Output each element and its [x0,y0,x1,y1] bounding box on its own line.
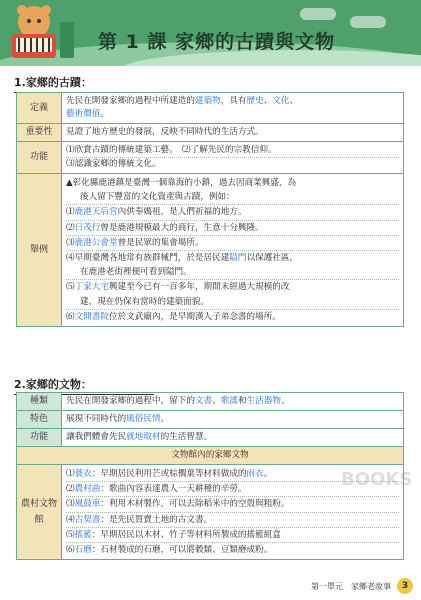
row-label: 農村文物館 [17,465,62,560]
importance-cell: 見證了地方歷史的發展，反映不同時代的生活方式。 [62,124,404,142]
table-row [17,124,404,142]
table-row [17,447,404,465]
row-label: 定義 [17,93,62,124]
examples-cell: ▲彰化縣鹿港鎮是臺灣一個靠海的小鎮，過去因商業興盛，為 後人留下豐富的文化資產與古蹟，例如： ⑴鹿港天后宮內供奉媽祖，是人們祈福的地方。 ⑵日茂行曾是鹿港規模最大的商行，生意十分興隆。 ⑶鹿港公會堂曾是民眾的集會場所。 ⑷早期臺灣各地常有族群械鬥，於是居民建隘門以保護社區， 在鹿港老街裡便可看到隘門。 ⑸丁家大宅興建至今已有一百多年，期間未經過大規模的改 建，現在仍保有當時的建築面貌。 ⑹文開書院位於文武廟內，是早期漢人子弟念書的場所。 [62,174,404,327]
watermark: BOOKS [341,469,413,490]
row-label: 舉例 [17,174,62,327]
function-cell: 讓我們體會先民就地取材的生活智慧。 [62,429,404,447]
type-cell: 先民在開發家鄉的過程中，留下的文書、歌謠和生活器物。 [62,393,404,411]
table-row [17,142,404,174]
museum-subheader: 文物館內的家鄉文物 [17,447,404,465]
mascot-accordion-icon [4,2,78,62]
row-label: 重要性 [17,124,62,142]
unit-label: 第一單元 家鄉老故事 [311,581,391,591]
page-number: 3 [397,578,413,594]
page-footer [311,578,413,594]
definition-cell: 先民在開發家鄉的過程中所建造的建築物，具有歷史、文化、 藝術價值。 [62,93,404,124]
sites-table [16,92,404,327]
feature-cell: 展現不同時代的風俗民情。 [62,411,404,429]
table-row [17,411,404,429]
row-label: 功能 [17,429,62,447]
page-title: 第 1 課 家鄉的古蹟與文物 [98,31,336,53]
cloud-icon [300,8,336,20]
row-label: 功能 [17,142,62,174]
row-label: 種類 [17,393,62,411]
table-row [17,429,404,447]
function-cell: ⑴欣賞古蹟的傳統建築工藝。 ⑵了解先民的宗教信仰。 ⑶認識家鄉的傳統文化。 [62,142,404,174]
section-heading-relics: 2.家鄉的文物： [14,378,92,391]
table-row [17,174,404,327]
header-banner [0,0,421,66]
section-heading-sites: 1.家鄉的古蹟： [14,76,92,89]
museum-items-cell: ⑴蓑衣：早期居民利用芒或棕櫚葉等材料做成的雨衣。 ⑵農村曲：歌曲內容表達農人一天耕種的辛勞。 ⑶風鼓車：利用木材製作，可以去除稻米中的空殼與粗粉。 ⑷古契書：是先民買賣土地的古文書。 ⑸搖籃：早期居民以木材、竹子等材料所製成的搖籃組盒 ⑹石磨：石材製成的石磨，可以將穀類、豆類磨成粉。 [62,465,404,560]
table-row [17,393,404,411]
row-label: 特色 [17,411,62,429]
cloud-icon [350,16,386,28]
table-row [17,93,404,124]
